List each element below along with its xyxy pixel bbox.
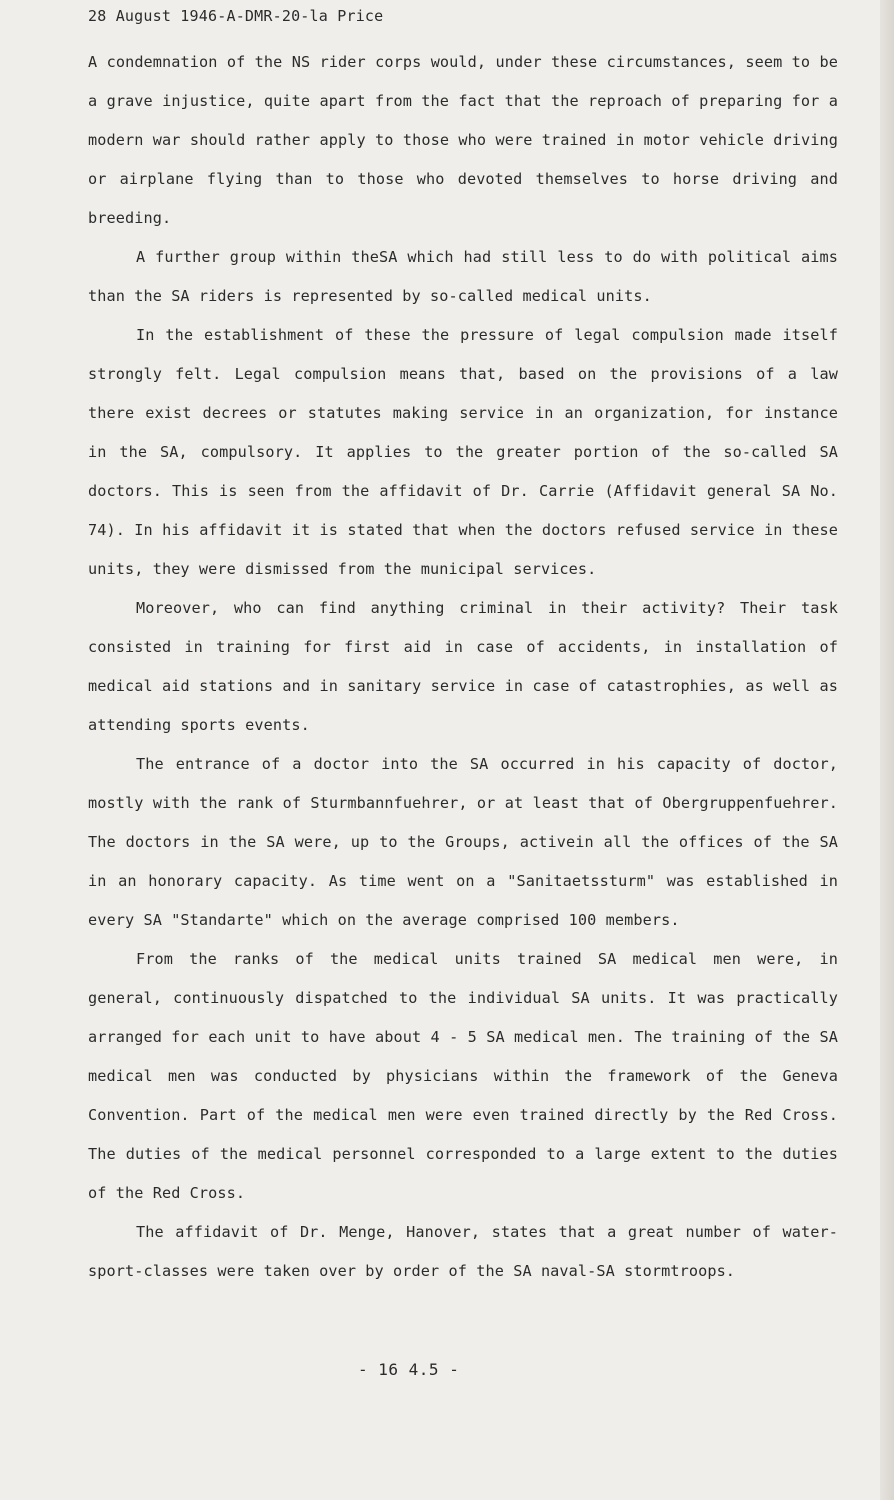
paragraph: In the establishment of these the pressure of legal compulsion made itself strongly felt. Legal compulsion means that, based on the provisions of a law there exist decrees or statutes making service in an organization, for instance in the SA, compulsory. It applies to the greater portion of the so-called SA doctors. This is seen from the affidavit of Dr. Carrie (Affidavit general SA No. 74). In his affidavit it is stated that when the doctors refused service in these units, they were dismissed from the municipal services.	[88, 326, 838, 578]
page-header: 28 August 1946-A-DMR-20-la Price	[88, 7, 384, 25]
page-edge	[880, 0, 894, 1500]
paragraph: The affidavit of Dr. Menge, Hanover, states that a great number of water-sport-classes were taken over by order of the SA naval-SA stormtroops.	[88, 1223, 838, 1280]
paragraph: Moreover, who can find anything criminal in their activity? Their task consisted in training for first aid in case of accidents, in installation of medical aid stations and in sanitary service in case of catastrophies, as well as attending sports events.	[88, 599, 838, 734]
page-number: - 16 4.5 -	[358, 1360, 460, 1379]
paragraph: The entrance of a doctor into the SA occurred in his capacity of doctor, mostly with the rank of Sturmbannfuehrer, or at least that of Obergruppenfuehrer. The doctors in the SA were, up to the Groups, activein all the offices of the SA in an honorary capacity. As time went on a "Sanitaetssturm" was established in every SA "Standarte" which on the average comprised 100 members.	[88, 755, 838, 929]
paragraph: A condemnation of the NS rider corps would, under these circumstances, seem to be a grave injustice, quite apart from the fact that the reproach of preparing for a modern war should rather apply to those who were trained in motor vehicle driving or airplane flying than to those who devoted themselves to horse driving and breeding.	[88, 53, 838, 227]
paragraph: From the ranks of the medical units trained SA medical men were, in general, continuously dispatched to the individual SA units. It was practically arranged for each unit to have about 4 - 5 SA medical men. The training of the SA medical men was conducted by physicians within the framework of the Geneva Convention. Part of the medical men were even trained directly by the Red Cross. The duties of the medical personnel corresponded to a large extent to the duties of the Red Cross.	[88, 950, 838, 1202]
paragraph: A further group within theSA which had still less to do with political aims than the SA riders is represented by so-called medical units.	[88, 248, 838, 305]
document-body	[88, 43, 838, 1291]
